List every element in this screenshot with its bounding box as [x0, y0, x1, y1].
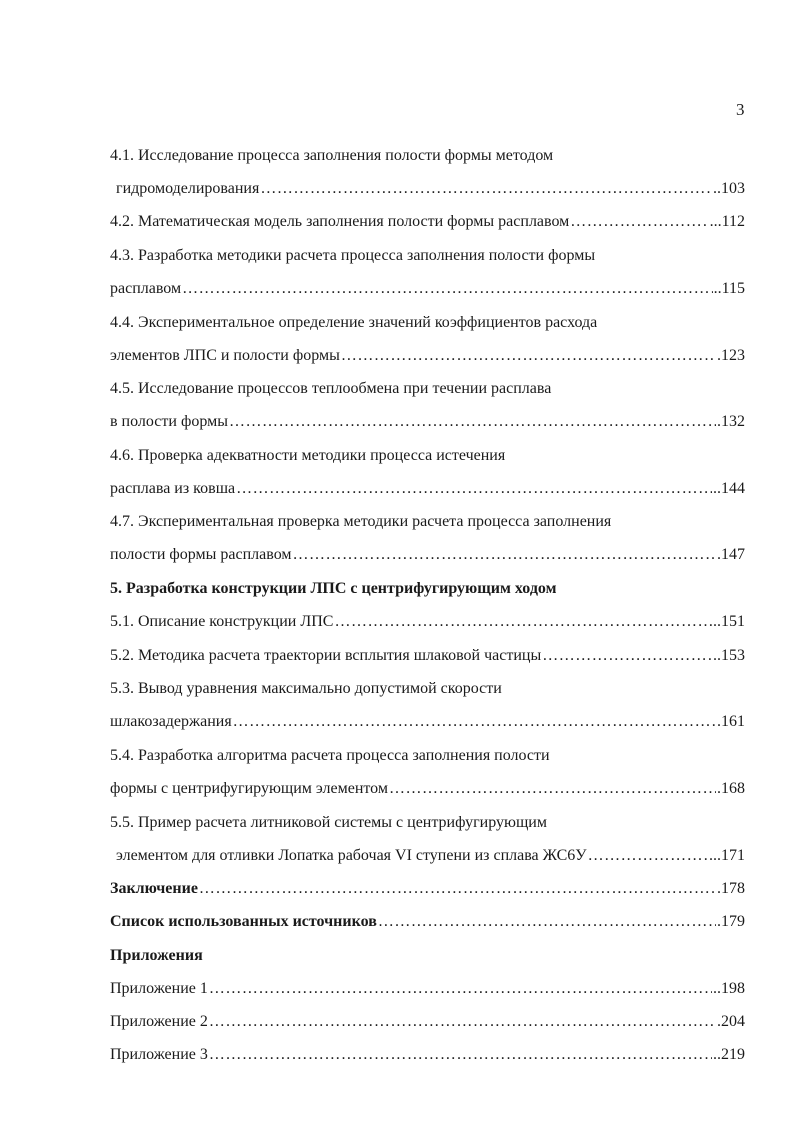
toc-entry-4-6-page: ..144 — [713, 480, 745, 497]
toc-entry-4-7-page: .147 — [717, 546, 745, 563]
leader-dots — [389, 780, 716, 798]
toc-entry-4-4-line1: 4.4. Экспериментальное определение значений коэффициентов расхода — [110, 314, 598, 331]
toc-entry-appendix-3 — [110, 1046, 745, 1064]
toc-entry-4-3 — [110, 280, 745, 298]
toc-entry-appendix-1 — [110, 980, 745, 998]
toc-entry-4-6 — [110, 480, 745, 498]
toc-entry-sources-page: .179 — [717, 913, 745, 930]
toc-entry-4-2-title: 4.2. Математическая модель заполнения полости формы расплавом — [110, 213, 570, 230]
toc-entry-5-3-line1: 5.3. Вывод уравнения максимально допустимой скорости — [110, 680, 502, 697]
toc-entry-appendix-3-title: Приложение 3 — [110, 1046, 208, 1063]
leader-dots — [334, 613, 712, 631]
toc-entry-appendix-2-page: .204 — [717, 1013, 745, 1030]
toc-entry-conclusion-title: Заключение — [110, 880, 198, 897]
toc-entry-sources-title: Список использованных источников — [110, 913, 377, 930]
toc-entry-4-4 — [110, 347, 745, 365]
leader-dots — [233, 713, 716, 731]
toc-entry-4-4-page: .123 — [717, 347, 745, 364]
toc-entry-5-3 — [110, 713, 745, 731]
toc-entry-4-5 — [110, 413, 745, 431]
toc-entry-5-2 — [110, 647, 745, 665]
toc-entry-4-1-page: ..103 — [713, 180, 745, 197]
toc-entry-4-2-page: ...112 — [709, 213, 745, 230]
toc-entry-5-1-page: ..151 — [713, 613, 745, 630]
toc-entry-5-4-page: .168 — [717, 780, 745, 797]
toc-entry-5-4-title: формы с центрифугирующим элементом — [110, 780, 388, 797]
leader-dots — [209, 1046, 712, 1064]
toc-entry-5-5-line1: 5.5. Пример расчета литниковой системы с центрифугирующим — [110, 814, 547, 831]
toc-entry-5-1-title: 5.1. Описание конструкции ЛПС — [110, 613, 334, 630]
leader-dots — [341, 347, 716, 365]
leader-dots — [229, 413, 716, 431]
toc-entry-4-6-title: расплава из ковша — [110, 480, 236, 497]
toc-entry-appendix-1-title: Приложение 1 — [110, 980, 208, 997]
toc-entry-conclusion — [110, 880, 745, 898]
toc-entry-5-5-title: элементом для отливки Лопатка рабочая VI ступени из сплава ЖС6У — [116, 847, 587, 864]
toc-entry-appendix-3-page: ..219 — [713, 1046, 745, 1063]
toc-entry-5-5-page: ...171 — [709, 847, 745, 864]
toc-entry-appendix-2-title: Приложение 2 — [110, 1013, 208, 1030]
toc-entry-5-3-page: .161 — [717, 713, 745, 730]
toc-entry-sources — [110, 913, 745, 931]
toc-entry-5-2-page: ..153 — [713, 647, 745, 664]
toc-entry-4-2 — [110, 213, 745, 231]
toc-entry-5-5 — [116, 847, 745, 865]
leader-dots — [209, 1013, 716, 1031]
toc-entry-4-5-page: .132 — [717, 413, 745, 430]
toc-entry-5-4-line1: 5.4. Разработка алгоритма расчета процесса заполнения полости — [110, 747, 550, 764]
toc-entry-5-2-title: 5.2. Методика расчета траектории всплытия шлаковой частицы — [110, 647, 542, 664]
toc-entry-4-6-line1: 4.6. Проверка адекватности методики процесса истечения — [110, 447, 506, 464]
leader-dots — [199, 880, 716, 898]
toc-entry-4-3-page: ..115 — [713, 280, 745, 297]
toc-entry-5-4 — [110, 780, 745, 798]
leader-dots — [293, 546, 716, 564]
page-number: 3 — [736, 100, 745, 119]
toc-entry-4-1 — [116, 180, 745, 198]
toc-entry-4-3-line1: 4.3. Разработка методики расчета процесса заполнения полости формы — [110, 247, 596, 264]
appendices-heading: Приложения — [110, 947, 203, 964]
toc-entry-appendix-2 — [110, 1013, 745, 1031]
toc-entry-conclusion-page: .178 — [717, 880, 745, 897]
leader-dots — [236, 480, 712, 498]
leader-dots — [588, 847, 708, 865]
toc-entry-4-7-line1: 4.7. Экспериментальная проверка методики расчета процесса заполнения — [110, 513, 612, 530]
leader-dots — [260, 180, 712, 198]
toc-entry-4-7 — [110, 546, 745, 564]
leader-dots — [542, 647, 712, 665]
toc-entry-4-7-title: полости формы расплавом — [110, 546, 292, 563]
toc-entry-5-1 — [110, 613, 745, 631]
leader-dots — [209, 980, 712, 998]
toc-entry-appendix-1-page: ..198 — [713, 980, 745, 997]
toc-entry-4-5-title: в полости формы — [110, 413, 228, 430]
toc-entry-4-4-title: элементов ЛПС и полости формы — [110, 347, 340, 364]
leader-dots — [570, 213, 708, 231]
toc-entry-4-1-line1: 4.1. Исследование процесса заполнения полости формы методом — [110, 147, 554, 164]
leader-dots — [378, 913, 716, 931]
toc-entry-4-3-title: расплавом — [110, 280, 182, 297]
chapter-5-heading: 5. Разработка конструкции ЛПС с центрифугирующим ходом — [110, 580, 557, 597]
toc-entry-4-1-title: гидромоделирования — [116, 180, 260, 197]
leader-dots — [182, 280, 712, 298]
toc-entry-4-5-line1: 4.5. Исследование процессов теплообмена при течении расплава — [110, 380, 552, 397]
toc-entry-5-3-title: шлакозадержания — [110, 713, 232, 730]
